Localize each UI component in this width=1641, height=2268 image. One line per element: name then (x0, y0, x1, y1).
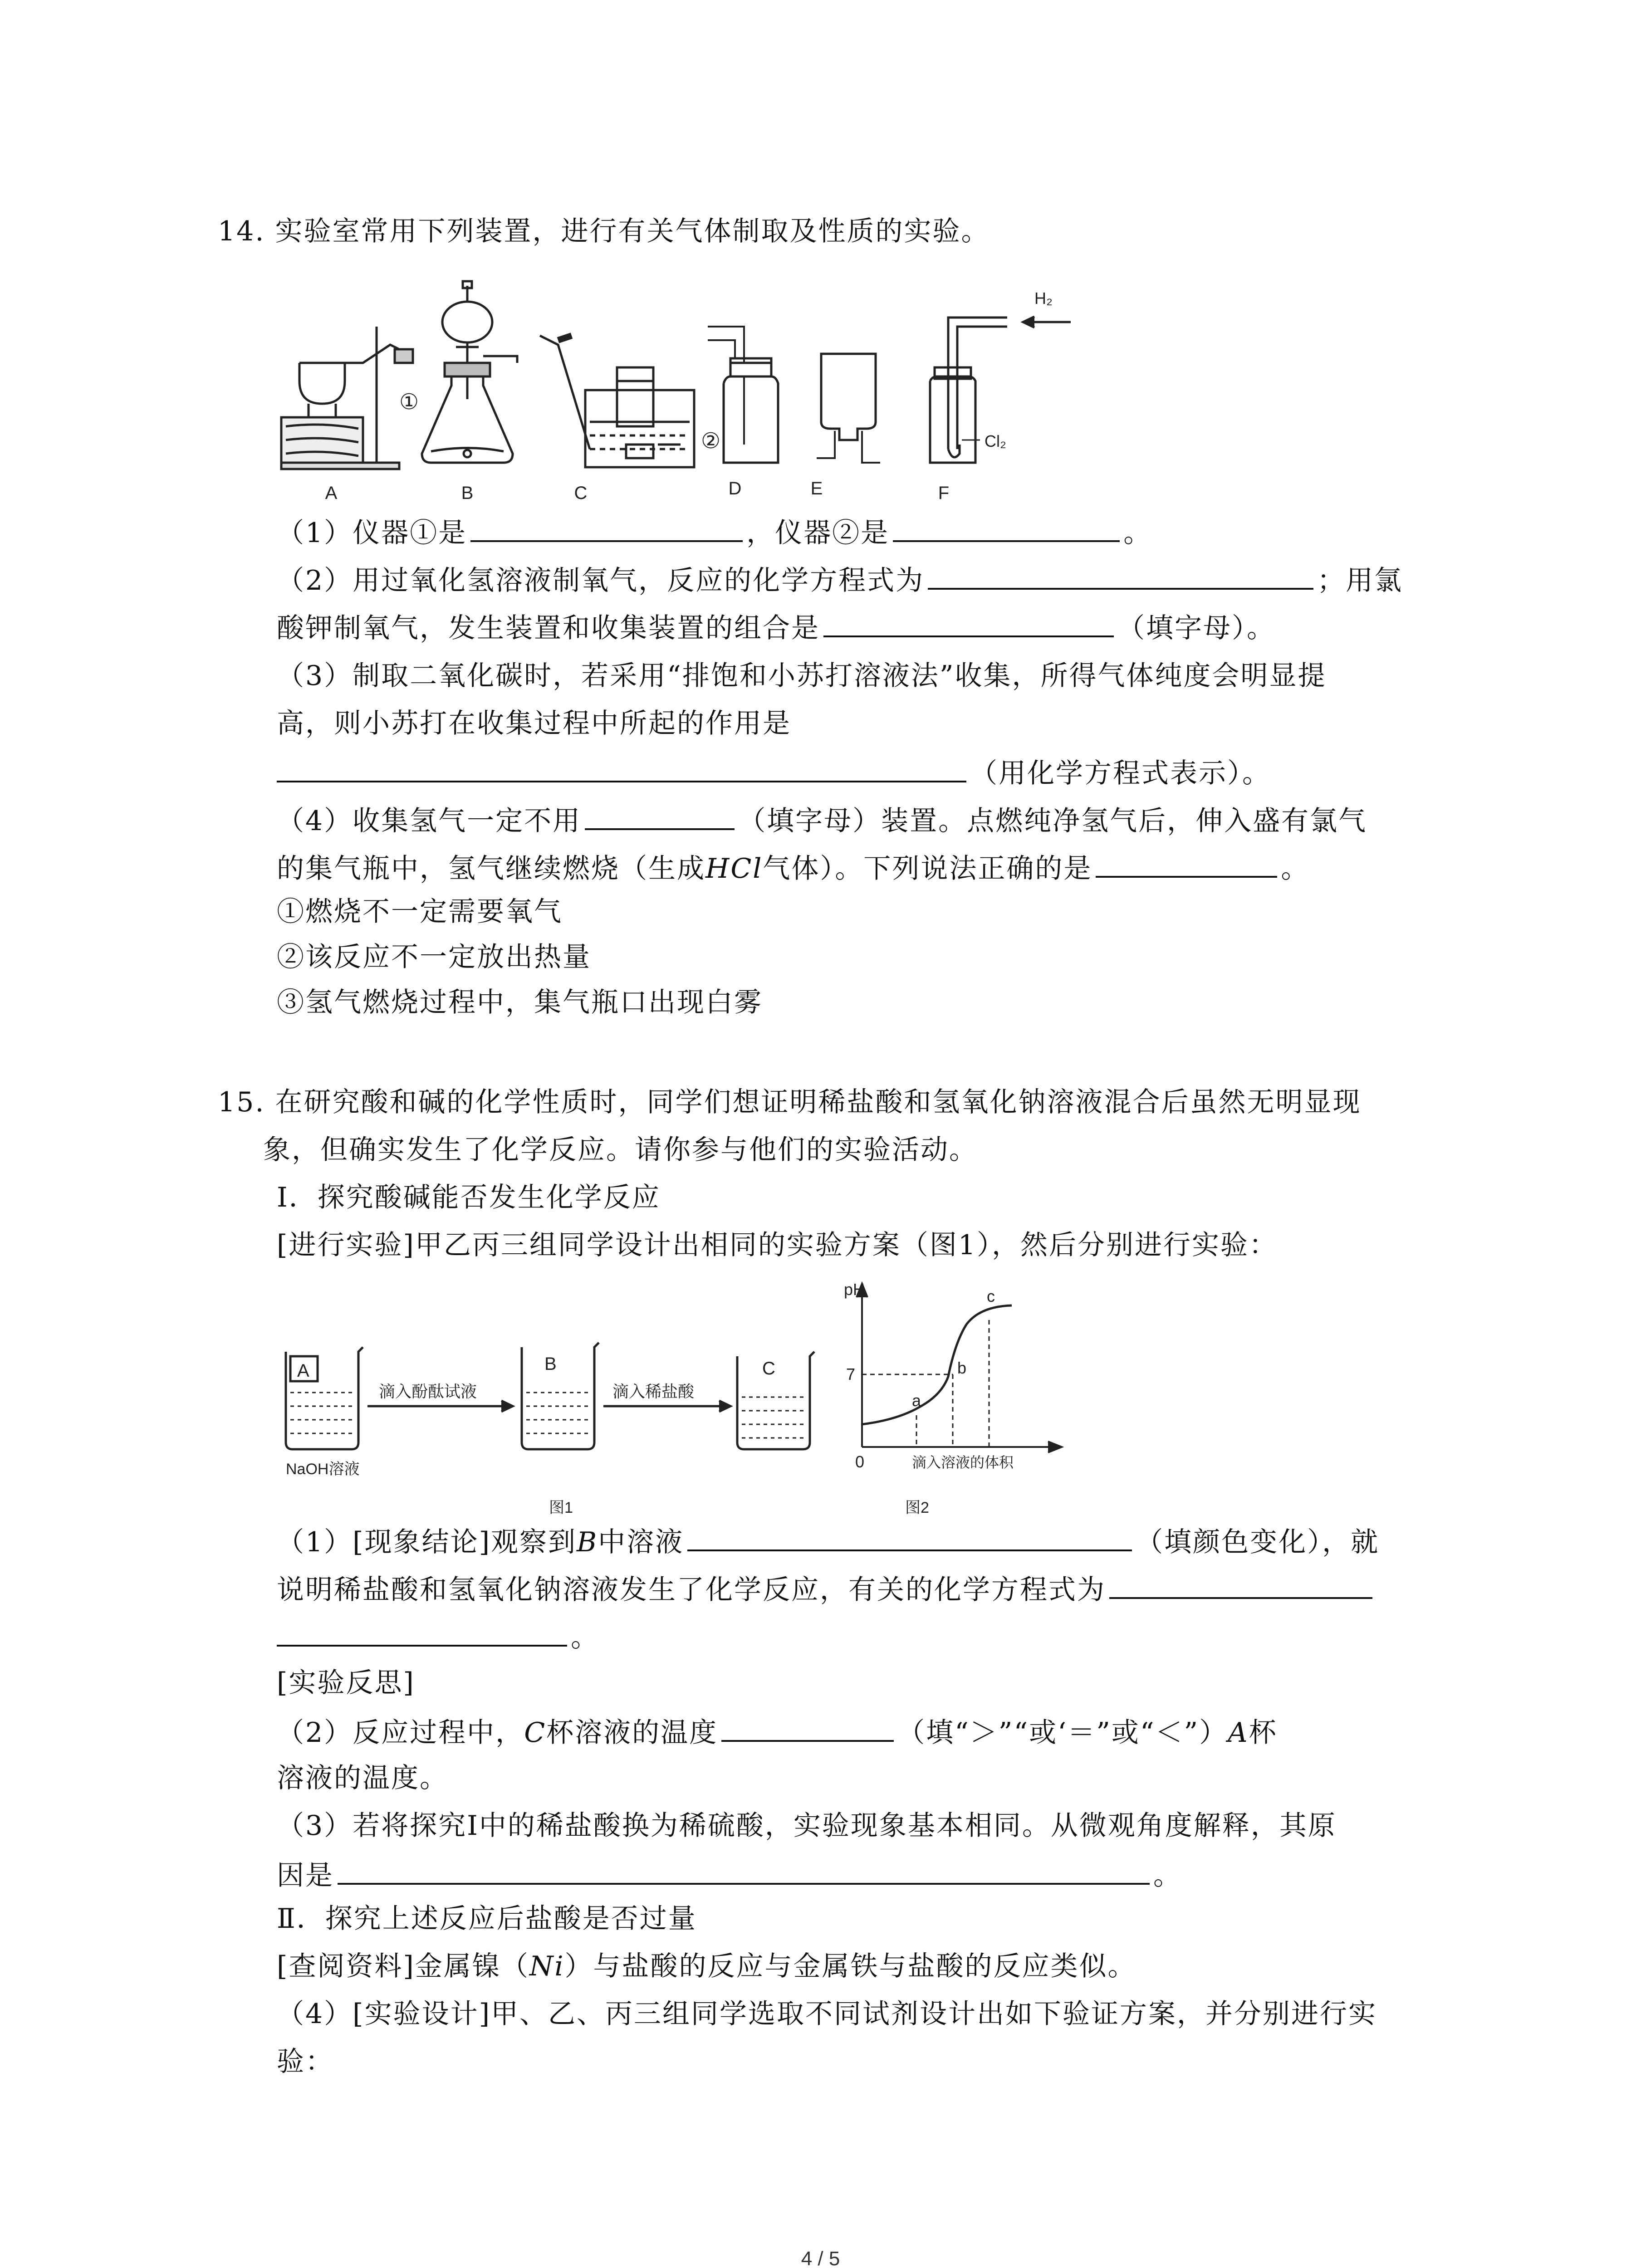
beaker-c-label: C (762, 1359, 775, 1378)
origin-label: 0 (855, 1452, 865, 1471)
beaker-b-label: B (544, 1354, 557, 1374)
point-a-label: a (912, 1391, 921, 1410)
q15-reflect-heading: [实验反思] (277, 1667, 415, 1699)
answer-blank[interactable] (277, 1619, 567, 1647)
q15-part1-heading: Ⅰ．探究酸碱能否发生化学反应 (277, 1182, 661, 1213)
q15-part2-line1: （2）反应过程中，C杯溶液的温度 （填“＞”“或‘＝”或“＜”）A杯 (277, 1715, 1278, 1749)
apparatus-label-c: C (574, 483, 588, 503)
q14-part3-line2: 高，则小苏打在收集过程中所起的作用是 (277, 708, 791, 739)
q15-figure2 (830, 1270, 1084, 1524)
q15-info: [查阅资料]金属镍（Ni）与盐酸的反应与金属铁与盐酸的反应类似。 (277, 1950, 1136, 1982)
answer-blank[interactable] (277, 755, 966, 782)
answer-blank[interactable] (338, 1857, 1150, 1885)
q15-stem-line2: 象，但确实发生了化学反应。请你参与他们的实验活动。 (263, 1134, 978, 1166)
q14-stem: 14. 实验室常用下列装置，进行有关气体制取及性质的实验。 (218, 215, 990, 247)
q15-part2-line2: 溶液的温度。 (277, 1762, 448, 1794)
ph-axis-label: pH (844, 1280, 865, 1299)
answer-blank[interactable] (928, 562, 1313, 590)
answer-blank[interactable] (721, 1715, 894, 1742)
apparatus-label-b: B (461, 483, 474, 503)
point-b-label: b (957, 1359, 967, 1377)
apparatus-label-f: F (938, 483, 950, 503)
q14-part2-line2: 酸钾制氧气，发生装置和收集装置的组合是 （填字母）。 (277, 610, 1275, 644)
q14-part2-line1: （2）用过氧化氢溶液制氧气，反应的化学方程式为 ；用氯 (277, 562, 1403, 596)
q15-part1-line1: （1）[现象结论]观察到B中溶液 （填颜色变化），就 (277, 1524, 1379, 1558)
q14-part4-line1: （4）收集氢气一定不用 （填字母）装置。点燃纯净氢气后，伸入盛有氯气 (277, 803, 1367, 837)
q14-part4-line2: 的集气瓶中，氢气继续燃烧（生成HCl气体）。下列说法正确的是 。 (277, 850, 1309, 885)
q15-part1-line2: 说明稀盐酸和氢氧化钠溶液发生了化学反应，有关的化学方程式为 (277, 1572, 1376, 1606)
answer-blank[interactable] (687, 1524, 1132, 1551)
answer-blank[interactable] (585, 803, 735, 830)
q15-part4-line2: 验： (277, 2046, 334, 2077)
apparatus-label-d: D (728, 479, 742, 499)
beaker-a-label: A (297, 1361, 309, 1381)
apparatus-label-a: A (325, 483, 338, 503)
naoh-label: NaOH溶液 (286, 1461, 360, 1478)
h2-mark: H₂ (1034, 289, 1053, 308)
q15-part3-line1: （3）若将探究Ⅰ中的稀盐酸换为稀硫酸，实验现象基本相同。从微观角度解释，其原 (277, 1810, 1337, 1842)
q14-part3-line3: （用化学方程式表示）。 (277, 755, 1271, 789)
q14-part1: （1）仪器①是 ，仪器②是 。 (277, 515, 1152, 549)
figure1-caption: 图1 (549, 1499, 573, 1516)
arrow2-label: 滴入稀盐酸 (612, 1382, 695, 1401)
q15-part2-heading: Ⅱ．探究上述反应后盐酸是否过量 (277, 1903, 697, 1935)
q15-part1-line3: 。 (277, 1619, 599, 1653)
answer-blank[interactable] (893, 515, 1120, 542)
q14-option-2: ②该反应不一定放出热量 (277, 941, 591, 973)
q14-part3-line1: （3）制取二氧化碳时，若采用“排饱和小苏打溶液法”收集，所得气体纯度会明显提 (277, 660, 1327, 692)
q15-stem-line1: 15. 在研究酸和碱的化学性质时，同学们想证明稀盐酸和氢氧化钠溶液混合后虽然无明显现 (218, 1086, 1362, 1118)
q14-option-3: ③氢气燃烧过程中，集气瓶口出现白雾 (277, 987, 763, 1018)
cl2-mark: Cl₂ (985, 432, 1006, 450)
answer-blank[interactable] (823, 610, 1114, 637)
ph-tick-7: 7 (846, 1365, 856, 1383)
x-axis-label: 滴入溶液的体积 (912, 1454, 1014, 1471)
q14-apparatus-figure (272, 272, 1089, 508)
answer-blank[interactable] (470, 515, 743, 542)
answer-blank[interactable] (1109, 1572, 1372, 1599)
q15-part3-line2: 因是 。 (277, 1857, 1182, 1892)
figure2-caption: 图2 (905, 1499, 929, 1516)
q15-experiment: [进行实验]甲乙丙三组同学设计出相同的实验方案（图1），然后分别进行实验： (277, 1229, 1278, 1261)
page-number: 4 / 5 (801, 2248, 840, 2268)
answer-blank[interactable] (1096, 850, 1277, 878)
circle-one-mark: ① (399, 390, 419, 414)
arrow1-label: 滴入酚酞试液 (379, 1382, 477, 1401)
q15-part4-line1: （4）[实验设计]甲、乙、丙三组同学选取不同试剂设计出如下验证方案，并分别进行实 (277, 1998, 1377, 2030)
point-c-label: c (987, 1287, 995, 1305)
apparatus-label-e: E (810, 479, 823, 499)
circle-two-mark: ② (701, 429, 721, 453)
q14-option-1: ①燃烧不一定需要氧气 (277, 896, 563, 928)
q15-figure1 (281, 1338, 835, 1520)
